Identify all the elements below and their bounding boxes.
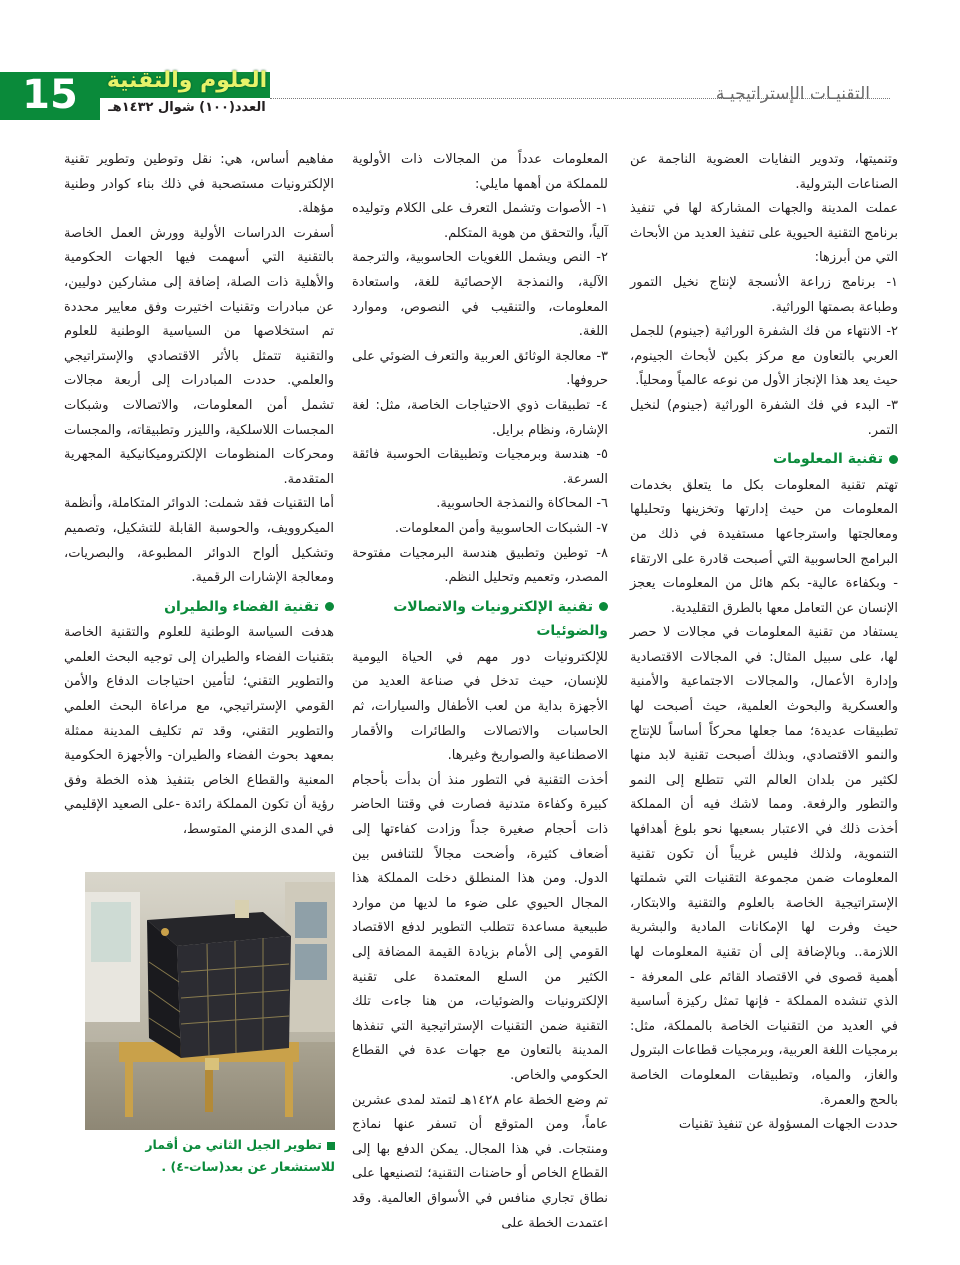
section-heading-space bbox=[64, 595, 334, 620]
paragraph: أخذت التقنية في التطور منذ أن بدأت بأحجام كبيرة وكفاءة متدنية فصارت في وقتنا الحاضر ذات أحجام صغيرة جداً وزادت كفاءتها إلى أضعاف كثيرة، وأضحت مجالاً للتنافس بين الدول. ومن هذا المنطلق دخلت المملكة هذا المجال الحيوي على ضوء ما لديها من موارد طبيعية مساعدة تتطلب التطوير لدفع الاقتصاد القومي إلى الأمام بزيادة القيمة المضافة إلى الكثير من السلع المعتمدة على تقنية الإلكترونيات والضوئيات، من هنا جاءت تلك التقنية ضمن التقنيات الإستراتيجية التي تنفذها المدينة بالتعاون مع جهات عدة في القطاع الحكومي والخاص. bbox=[352, 772, 608, 1083]
list-item: ٥- هندسة وبرمجيات وتطبيقات الحوسبة فائقة السرعة. bbox=[352, 447, 608, 487]
paragraph: المعلومات عدداً من المجالات ذات الأولوية للمملكة من أهمها مايلي: bbox=[352, 152, 608, 192]
list-item: ٧- الشبكات الحاسوبية وأمن المعلومات. bbox=[394, 520, 608, 536]
list-item: ٢- النص ويشمل اللغويات الحاسوبية، والترجمة الآلية، والنمذجة الإحصائية للغة، واستعادة المعلومات، والتنقيب في النصوص، وموارد اللغة. bbox=[352, 250, 608, 340]
list-item: ٣- معالجة الوثائق العربية والتعرف الضوئي على حروفها. bbox=[352, 348, 608, 389]
bullet-icon bbox=[325, 602, 334, 611]
paragraph: تم وضع الخطة عام ١٤٢٨هـ لتمتد لمدى عشرين عاماً، ومن المتوقع أن تسفر عنها نماذج ومنتجات. في هذا المجال. يمكن الدفع بها إلى القطاع الخاص أو حاضنات التقنية؛ لتصنيعها على نطاق تجاري منافس في الأسواق العالمية. وقد اعتمدت الخطة على bbox=[352, 1092, 608, 1231]
paragraph: أما التقنيات فقد شملت: الدوائر المتكاملة، وأنظمة الميكروويف، والحوسبة القابلة للتشكيل، وتصميم وتشكيل ألواح الدوائر المطبوعة، والبصريات، ومعالجة الإشارات الرقمية. bbox=[64, 496, 334, 586]
bullet-icon bbox=[889, 455, 898, 464]
list-item: ٤- تطبيقات ذوي الاحتياجات الخاصة، مثل: لغة الإشارة، ونظام برايل. bbox=[352, 397, 608, 438]
satellite-photo bbox=[85, 872, 335, 1130]
list-item: ٨- توطين وتطبيق هندسة البرمجيات مفتوحة المصدر، وتعميم وتحليل النظم. bbox=[352, 545, 608, 586]
heading-text: تقنية الإلكترونيات والاتصالات والضوئيات bbox=[393, 598, 608, 640]
square-bullet-icon bbox=[327, 1142, 335, 1150]
figure-caption bbox=[85, 1134, 335, 1178]
paragraph: مفاهيم أساس، هي: نقل وتوطين وتطوير تقنية الإلكترونيات مستصحبة في ذلك بناء كوادر وطنية مؤهلة. bbox=[64, 152, 334, 217]
list-item: ١- الأصوات وتشمل التعرف على الكلام وتوليده آلياً، والتحقق من هوية المتكلم. bbox=[352, 201, 608, 241]
list-item: ٦- المحاكاة والنمذجة الحاسوبية. bbox=[436, 496, 608, 512]
paragraph: للإلكترونيات دور مهم في الحياة اليومية للإنسان، حيث تدخل في صناعة العديد من الأجهزة بداية من لعب الأطفال والسيارات، ثم الحاسبات والاتصالات والطائرات والأقمار الاصطناعية والصواريخ وغيرها. bbox=[352, 649, 608, 764]
paragraph: تهتم تقنية المعلومات بكل ما يتعلق بخدمات المعلومات من حيث إدارتها وتخزينها وتحليلها ومعالجتها واسترجاعها مستفيدة في ذلك من البرامج الحاسوبية التي أصبحت قادرة على الارتقاء - وبكفاءة عالية- بكم هائل من المعلومات يعجز الإنسان عن التعامل معها بالطرق التقليدية. bbox=[630, 477, 898, 616]
caption-text: تطوير الجيل الثاني من أقمار للاستشعار عن بعد(سات-٤) . bbox=[145, 1137, 335, 1174]
paragraph: هدفت السياسة الوطنية للعلوم والتقنية الخاصة بتقنيات الفضاء والطيران إلى توجيه البحث العلمي والتطوير التقني؛ لتأمين احتياجات الدفاع والأمن القومي الإستراتيجي، مع مراعاة البحث العلمي والتطوير التقني، وقد تم تكليف المدينة ممثلة بمعهد بحوث الفضاء والطيران- والأجهزة الحكومية المعنية والقطاع الخاص بتنفيذ هذه الخطة وفق رؤية أن تكون المملكة رائدة -على الصعيد الإقليمي في المدى الزمني المتوسط، bbox=[64, 625, 334, 838]
magazine-title: العلوم والتقنية bbox=[106, 68, 268, 93]
section-heading-it bbox=[630, 447, 898, 472]
column-right bbox=[630, 148, 898, 1138]
column-middle bbox=[352, 148, 608, 1236]
page-header bbox=[0, 62, 960, 120]
list-item: ٣- البدء في فك الشفرة الوراثية (جينوم) لنخيل التمر. bbox=[630, 397, 898, 438]
section-title: التقنيـات الإستراتيجيـة bbox=[715, 84, 870, 104]
list-item: ٢- الانتهاء من فك الشفرة الوراثية (جينوم) للجمل العربي بالتعاون مع مركز بكين لأبحاث الجينوم، حيث يعد هذا الإنجاز الأول من نوعه عالمياً ومحلياً. bbox=[630, 324, 898, 389]
paragraph: عملت المدينة والجهات المشاركة لها في تنفيذ برنامج التقنية الحيوية على تنفيذ العديد من الأبحاث التي من أبرزها: bbox=[630, 201, 898, 266]
paragraph: يستفاد من تقنية المعلومات في مجالات لا حصر لها، على سبيل المثال: في المجالات الاقتصادية وإدارة الأعمال، والمجالات الاجتماعية والأمنية والعسكرية والبحوث العلمية، حيث أصبحت لها تطبيقات عديدة؛ مما جعلها محركاً أساساً للإنتاج والنمو الاقتصادي، وبذلك أصبحت تقنية لابد منها لكثير من بلدان العالم التي تتطلع إلى النمو والتطور والرفعة. ومما لاشك فيه أن المملكة أخذت ذلك في الاعتبار بسعيها نحو بلوغ أهدافها التنموية، ولذلك فليس غريباً أن تكون تقنية المعلومات ضمن مجموعة التقنيات التي شملتها الإستراتيجية الخاصة بالعلوم والتقنية والابتكار، حيث وفرت لها الإمكانات المادية والبشرية اللازمة.. وبالإضافة إلى أن تقنية المعلومات لها أهمية قصوى في الاقتصاد القائم على المعرفة - الذي تنشده المملكة - فإنها تمثل ركيزة أساسية في العديد من التقنيات الخاصة بالمملكة، مثل: برمجيات اللغة العربية، وبرمجيات قطاعات البترول والغاز، والمياه، وتطبيقات المعلومات الخاصة بالحج والعمرة. bbox=[630, 625, 898, 1108]
paragraph: حددت الجهات المسؤولة عن تنفيذ تقنيات bbox=[678, 1117, 898, 1133]
satellite-illustration bbox=[85, 872, 335, 1130]
heading-text: تقنية الفضاء والطيران bbox=[164, 598, 319, 615]
bullet-icon bbox=[599, 602, 608, 611]
page-number: 15 bbox=[22, 72, 78, 118]
column-left bbox=[64, 148, 334, 843]
issue-line: العدد(١٠٠) شوال ١٤٣٢هـ bbox=[108, 100, 266, 115]
paragraph: وتنميتها، وتدوير النفايات العضوية الناجمة عن الصناعات البترولية. bbox=[630, 152, 898, 192]
list-item: ١- برنامج زراعة الأنسجة لإنتاج نخيل التمور وطباعة بصمتها الوراثية. bbox=[630, 274, 898, 315]
paragraph: أسفرت الدراسات الأولية وورش العمل الخاصة بالتقنية التي أسهمت فيها الجهات الحكومية والأهلية ذات الصلة، إضافة إلى مشاركين دوليين، عن مبادرات وتقنيات اختيرت وفق معايير محددة تم استخلاصها من السياسية الوطنية للعلوم والتقنية تتمثل بالأثر الاقتصادي والإستراتيجي والعلمي. حددت المبادرات إلى أربعة مجالات تشمل أمن المعلومات، والاتصالات وشبكات المجسات اللاسلكية، والليزر وتطبيقاته، والمجسات ومحركات المنظومات الإلكتروميكانيكية المجهرية المتقدمة. bbox=[64, 225, 334, 487]
section-heading-electronics bbox=[352, 595, 608, 644]
heading-text: تقنية المعلومات bbox=[773, 451, 883, 468]
